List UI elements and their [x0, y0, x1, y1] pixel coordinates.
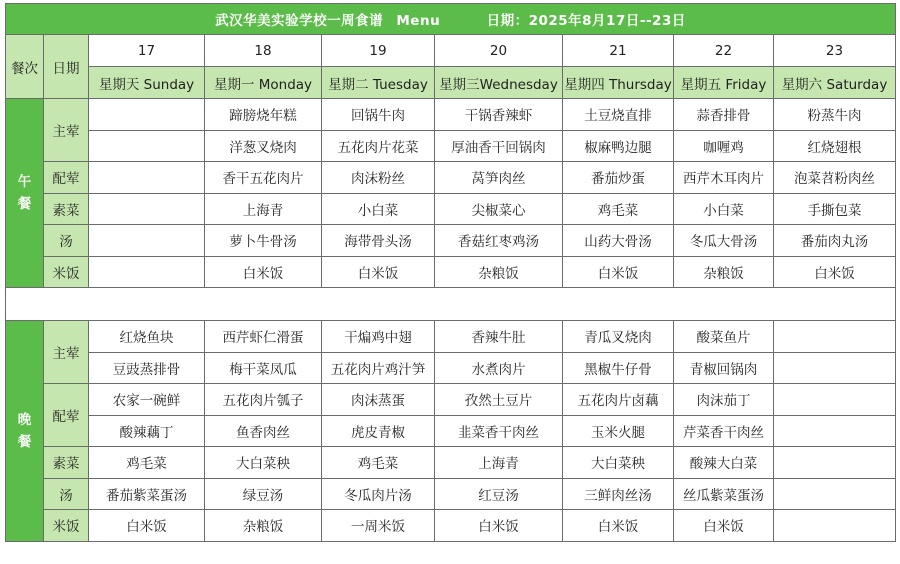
category-soup: 汤 — [44, 478, 89, 510]
dish-cell: 干锅香辣虾 — [435, 99, 563, 131]
dish-cell: 回锅牛肉 — [322, 99, 435, 131]
dish-cell — [774, 384, 896, 416]
table-row — [6, 193, 896, 225]
dish-cell: 虎皮青椒 — [322, 415, 435, 447]
dish-cell: 绿豆汤 — [205, 478, 322, 510]
dish-cell: 酸辣藕丁 — [89, 415, 205, 447]
dish-cell: 蒜香排骨 — [674, 99, 774, 131]
dish-cell — [774, 447, 896, 479]
category-soup: 汤 — [44, 225, 89, 257]
day-number: 23 — [774, 35, 896, 67]
weekday-name: 星期一 Monday — [205, 67, 322, 99]
dish-cell — [774, 415, 896, 447]
weekday-name: 星期六 Saturday — [774, 67, 896, 99]
dish-cell — [89, 193, 205, 225]
table-row — [6, 321, 896, 353]
dish-cell: 鸡毛菜 — [563, 193, 674, 225]
category-rice: 米饭 — [44, 256, 89, 288]
dish-cell: 红烧鱼块 — [89, 321, 205, 353]
dish-cell — [89, 162, 205, 194]
dish-cell: 豆豉蒸排骨 — [89, 352, 205, 384]
dish-cell: 杂粮饭 — [435, 256, 563, 288]
dish-cell: 山药大骨汤 — [563, 225, 674, 257]
dish-cell: 大白菜秧 — [563, 447, 674, 479]
table-row — [6, 478, 896, 510]
dish-cell: 青椒回锅肉 — [674, 352, 774, 384]
dish-cell: 白米饭 — [774, 256, 896, 288]
dish-cell: 白米饭 — [563, 510, 674, 542]
day-number: 19 — [322, 35, 435, 67]
menu-label: Menu — [396, 13, 441, 29]
table-row — [6, 99, 896, 131]
dish-cell: 白米饭 — [563, 256, 674, 288]
dish-cell: 红烧翅根 — [774, 130, 896, 162]
dish-cell: 五花肉片瓠子 — [205, 384, 322, 416]
title-row — [6, 4, 896, 35]
dish-cell: 干煸鸡中翅 — [322, 321, 435, 353]
dish-cell — [89, 99, 205, 131]
day-number: 21 — [563, 35, 674, 67]
day-number: 18 — [205, 35, 322, 67]
weekday-row — [6, 67, 896, 99]
dish-cell: 番茄紫菜蛋汤 — [89, 478, 205, 510]
table-row — [6, 415, 896, 447]
dish-cell: 杂粮饭 — [205, 510, 322, 542]
dish-cell: 黑椒牛仔骨 — [563, 352, 674, 384]
category-vegetable: 素菜 — [44, 193, 89, 225]
table-row — [6, 352, 896, 384]
dish-cell: 孜然土豆片 — [435, 384, 563, 416]
category-main-dish: 主荤 — [44, 99, 89, 162]
table-row — [6, 130, 896, 162]
day-number: 17 — [89, 35, 205, 67]
dish-cell: 萝卜牛骨汤 — [205, 225, 322, 257]
weekday-name: 星期四 Thursday — [563, 67, 674, 99]
dish-cell: 粉蒸牛肉 — [774, 99, 896, 131]
dish-cell: 红豆汤 — [435, 478, 563, 510]
dish-cell: 小白菜 — [674, 193, 774, 225]
date-label: 日期：2025年8月17日--23日 — [486, 13, 686, 29]
dish-cell: 韭菜香干肉丝 — [435, 415, 563, 447]
dish-cell: 西芹木耳肉片 — [674, 162, 774, 194]
dish-cell: 冬瓜肉片汤 — [322, 478, 435, 510]
dish-cell: 五花肉片花菜 — [322, 130, 435, 162]
dish-cell: 尖椒菜心 — [435, 193, 563, 225]
category-side-dish: 配荤 — [44, 162, 89, 194]
dish-cell: 青瓜叉烧肉 — [563, 321, 674, 353]
dish-cell: 杂粮饭 — [674, 256, 774, 288]
dinner-meal-label: 晚餐 — [6, 321, 44, 542]
day-number: 20 — [435, 35, 563, 67]
school-title: 武汉华美实验学校一周食谱 — [215, 13, 384, 29]
dish-cell: 番茄炒蛋 — [563, 162, 674, 194]
dish-cell: 白米饭 — [322, 256, 435, 288]
category-rice: 米饭 — [44, 510, 89, 542]
weekday-name: 星期二 Tuesday — [322, 67, 435, 99]
dish-cell: 五花肉片鸡汁笋 — [322, 352, 435, 384]
dish-cell: 丝瓜紫菜蛋汤 — [674, 478, 774, 510]
weekday-name: 星期天 Sunday — [89, 67, 205, 99]
table-row — [6, 225, 896, 257]
section-separator — [6, 288, 896, 321]
dish-cell: 农家一碗鲜 — [89, 384, 205, 416]
category-vegetable: 素菜 — [44, 447, 89, 479]
dish-cell: 泡菜苕粉肉丝 — [774, 162, 896, 194]
category-side-dish: 配荤 — [44, 384, 89, 447]
dish-cell: 洋葱叉烧肉 — [205, 130, 322, 162]
dish-cell — [89, 256, 205, 288]
dish-cell: 海带骨头汤 — [322, 225, 435, 257]
date-number-row — [6, 35, 896, 67]
dish-cell: 香辣牛肚 — [435, 321, 563, 353]
dish-cell: 上海青 — [435, 447, 563, 479]
table-row — [6, 384, 896, 416]
meal-column-header: 餐次 — [6, 35, 44, 99]
title-cell — [6, 4, 896, 35]
dish-cell: 莴笋肉丝 — [435, 162, 563, 194]
dish-cell: 冬瓜大骨汤 — [674, 225, 774, 257]
menu-sheet — [5, 3, 895, 558]
dish-cell: 玉米火腿 — [563, 415, 674, 447]
dish-cell: 鸡毛菜 — [322, 447, 435, 479]
dish-cell: 手撕包菜 — [774, 193, 896, 225]
dish-cell — [89, 130, 205, 162]
table-row — [6, 510, 896, 542]
dish-cell — [774, 321, 896, 353]
table-row — [6, 162, 896, 194]
dish-cell: 蹄膀烧年糕 — [205, 99, 322, 131]
dish-cell: 土豆烧直排 — [563, 99, 674, 131]
dish-cell: 白米饭 — [89, 510, 205, 542]
dish-cell: 酸辣大白菜 — [674, 447, 774, 479]
dish-cell: 白米饭 — [435, 510, 563, 542]
dish-cell — [774, 352, 896, 384]
dish-cell: 水煮肉片 — [435, 352, 563, 384]
dish-cell: 厚油香干回锅肉 — [435, 130, 563, 162]
dish-cell: 香干五花肉片 — [205, 162, 322, 194]
dish-cell — [774, 478, 896, 510]
dish-cell: 肉沫茄丁 — [674, 384, 774, 416]
weekday-name: 星期五 Friday — [674, 67, 774, 99]
dish-cell: 鱼香肉丝 — [205, 415, 322, 447]
dish-cell: 大白菜秧 — [205, 447, 322, 479]
dish-cell: 上海青 — [205, 193, 322, 225]
dish-cell: 肉沫蒸蛋 — [322, 384, 435, 416]
dish-cell: 鸡毛菜 — [89, 447, 205, 479]
dish-cell: 番茄肉丸汤 — [774, 225, 896, 257]
separator-cell — [6, 288, 896, 321]
dish-cell: 芹菜香干肉丝 — [674, 415, 774, 447]
dish-cell — [89, 225, 205, 257]
dish-cell: 酸菜鱼片 — [674, 321, 774, 353]
day-number: 22 — [674, 35, 774, 67]
dish-cell: 三鲜肉丝汤 — [563, 478, 674, 510]
dish-cell — [774, 510, 896, 542]
dish-cell: 白米饭 — [205, 256, 322, 288]
dish-cell: 五花肉片卤藕 — [563, 384, 674, 416]
category-main-dish: 主荤 — [44, 321, 89, 384]
dish-cell: 梅干菜凤瓜 — [205, 352, 322, 384]
table-row — [6, 447, 896, 479]
dish-cell: 小白菜 — [322, 193, 435, 225]
weekly-menu-table — [5, 3, 896, 542]
weekday-name: 星期三Wednesday — [435, 67, 563, 99]
lunch-meal-label: 午餐 — [6, 99, 44, 288]
dish-cell: 香菇红枣鸡汤 — [435, 225, 563, 257]
dish-cell: 咖喱鸡 — [674, 130, 774, 162]
dish-cell: 白米饭 — [674, 510, 774, 542]
dish-cell: 椒麻鸭边腿 — [563, 130, 674, 162]
dish-cell: 肉沫粉丝 — [322, 162, 435, 194]
dish-cell: 西芹虾仁滑蛋 — [205, 321, 322, 353]
dish-cell: 一周米饭 — [322, 510, 435, 542]
date-column-header: 日期 — [44, 35, 89, 99]
table-row — [6, 256, 896, 288]
